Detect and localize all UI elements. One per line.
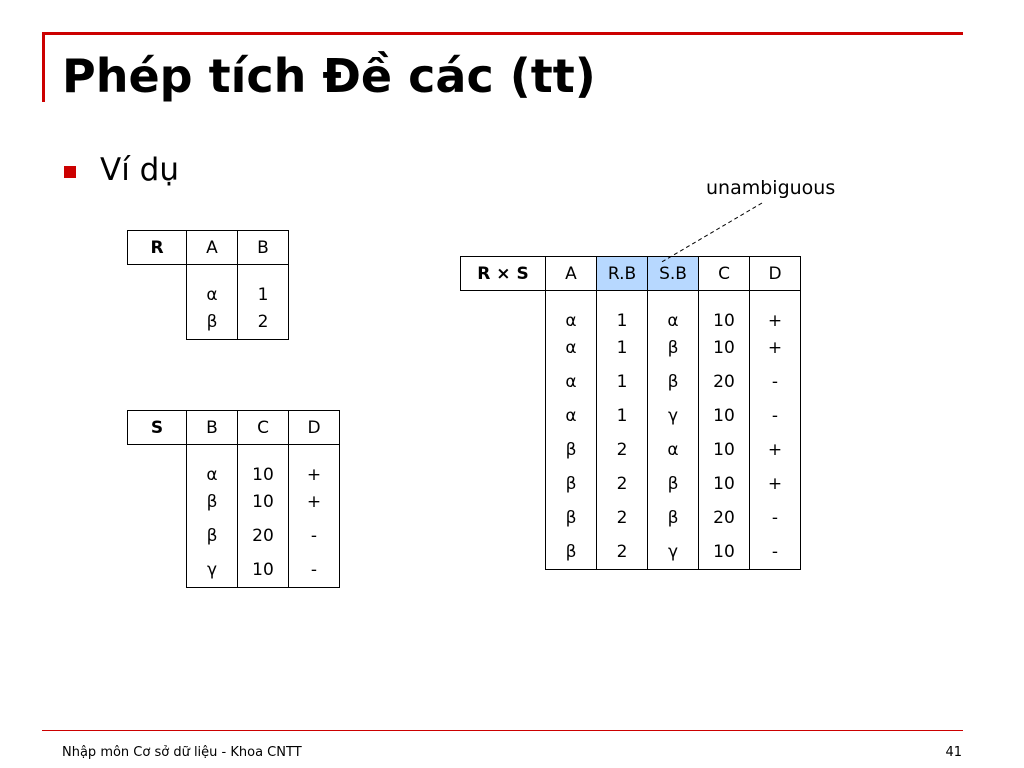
column-header: B [187,411,238,445]
table-cell: 2 [238,305,289,340]
footer-divider [42,730,963,731]
table-cell: - [750,399,801,433]
table-cell: 10 [699,467,750,501]
table-cell: β [648,501,699,535]
relation-name: S [128,411,187,445]
table-cell: - [750,365,801,399]
table-cell: β [546,501,597,535]
table-cell: α [546,291,597,332]
table-cell: β [546,467,597,501]
table-cell: - [750,535,801,570]
table-cell: β [187,485,238,519]
table-cell: β [187,305,238,340]
column-header: A [546,257,597,291]
table-cell: 20 [238,519,289,553]
column-header: S.B [648,257,699,291]
table-cell: β [546,535,597,570]
table-cell: 10 [699,291,750,332]
bullet-text: Ví dụ [100,152,179,188]
table-cell: 2 [597,535,648,570]
table-cell: 2 [597,433,648,467]
table-cell: + [750,331,801,365]
relation-name: R × S [461,257,546,291]
table-cell: β [648,365,699,399]
table-cell: 2 [597,501,648,535]
table-cell: γ [187,553,238,588]
table-cell: - [750,501,801,535]
table-cell: 1 [597,365,648,399]
table-cell: α [648,291,699,332]
table-cell: 1 [597,291,648,332]
table-cell: + [289,445,340,486]
table-cell: β [648,467,699,501]
column-header: A [187,231,238,265]
table-cell: 20 [699,501,750,535]
column-header: C [238,411,289,445]
relation-name: R [128,231,187,265]
page-number: 41 [945,745,962,760]
table-cell: β [187,519,238,553]
table-cell: + [750,433,801,467]
table-cell: α [648,433,699,467]
table-cell: 20 [699,365,750,399]
table-cell: γ [648,399,699,433]
column-header: R.B [597,257,648,291]
table-cell: + [750,291,801,332]
table-cell: α [187,265,238,306]
table-cell: α [546,331,597,365]
table-cell: α [187,445,238,486]
table-cell: 10 [699,433,750,467]
table-cell: + [750,467,801,501]
unambiguous-annotation: unambiguous [706,177,836,199]
table-cell: 10 [238,553,289,588]
table-cell: 10 [699,535,750,570]
table-cell: + [289,485,340,519]
table-cell: 1 [597,331,648,365]
column-header: D [289,411,340,445]
table-cell: 10 [238,485,289,519]
slide-title: Phép tích Đề các (tt) [62,49,596,103]
table-cell: - [289,553,340,588]
table-cell: 10 [699,399,750,433]
table-cell: γ [648,535,699,570]
column-header: B [238,231,289,265]
table-cell: 10 [238,445,289,486]
table-cell: 10 [699,331,750,365]
table-cell: 2 [597,467,648,501]
table-cell: α [546,399,597,433]
table-cell: - [289,519,340,553]
column-header: D [750,257,801,291]
footer-text: Nhập môn Cơ sở dữ liệu - Khoa CNTT [62,745,302,760]
table-cell: 1 [597,399,648,433]
table-cell: 1 [238,265,289,306]
column-header: C [699,257,750,291]
table-cell: β [546,433,597,467]
table-cell: α [546,365,597,399]
table-cell: β [648,331,699,365]
